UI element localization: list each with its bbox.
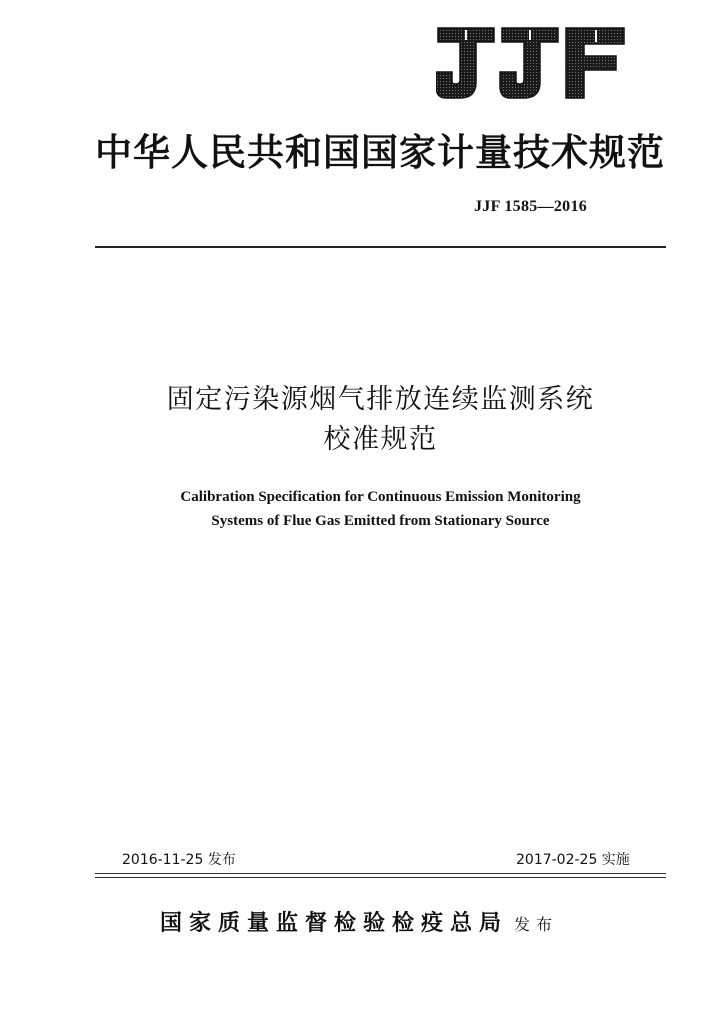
bottom-divider-1 [95, 873, 666, 874]
publisher-name: 国家质量监督检验检疫总局 [160, 910, 509, 936]
bottom-divider-2 [95, 877, 666, 878]
series-title: 中华人民共和国国家计量技术规范 [95, 130, 665, 174]
publisher [160, 906, 558, 937]
top-divider [95, 246, 666, 248]
chinese-title-line-1: 固定污染源烟气排放连续监测系统 [166, 384, 595, 415]
chinese-title-line-2: 校准规范 [323, 424, 438, 455]
chinese-title [95, 380, 666, 460]
english-title [95, 485, 666, 533]
jjf-logo [436, 26, 626, 100]
publisher-suffix: 发布 [514, 915, 559, 934]
jjf-logo-graphic [436, 26, 626, 100]
document-number: JJF 1585—2016 [474, 198, 588, 215]
english-title-line-2: Systems of Flue Gas Emitted from Stationary Source [211, 513, 550, 529]
issue-date: 2016-11-25 发布 [122, 852, 236, 868]
english-title-line-1: Calibration Specification for Continuous Emission Monitoring [180, 489, 581, 505]
effective-date: 2017-02-25 实施 [516, 852, 630, 868]
